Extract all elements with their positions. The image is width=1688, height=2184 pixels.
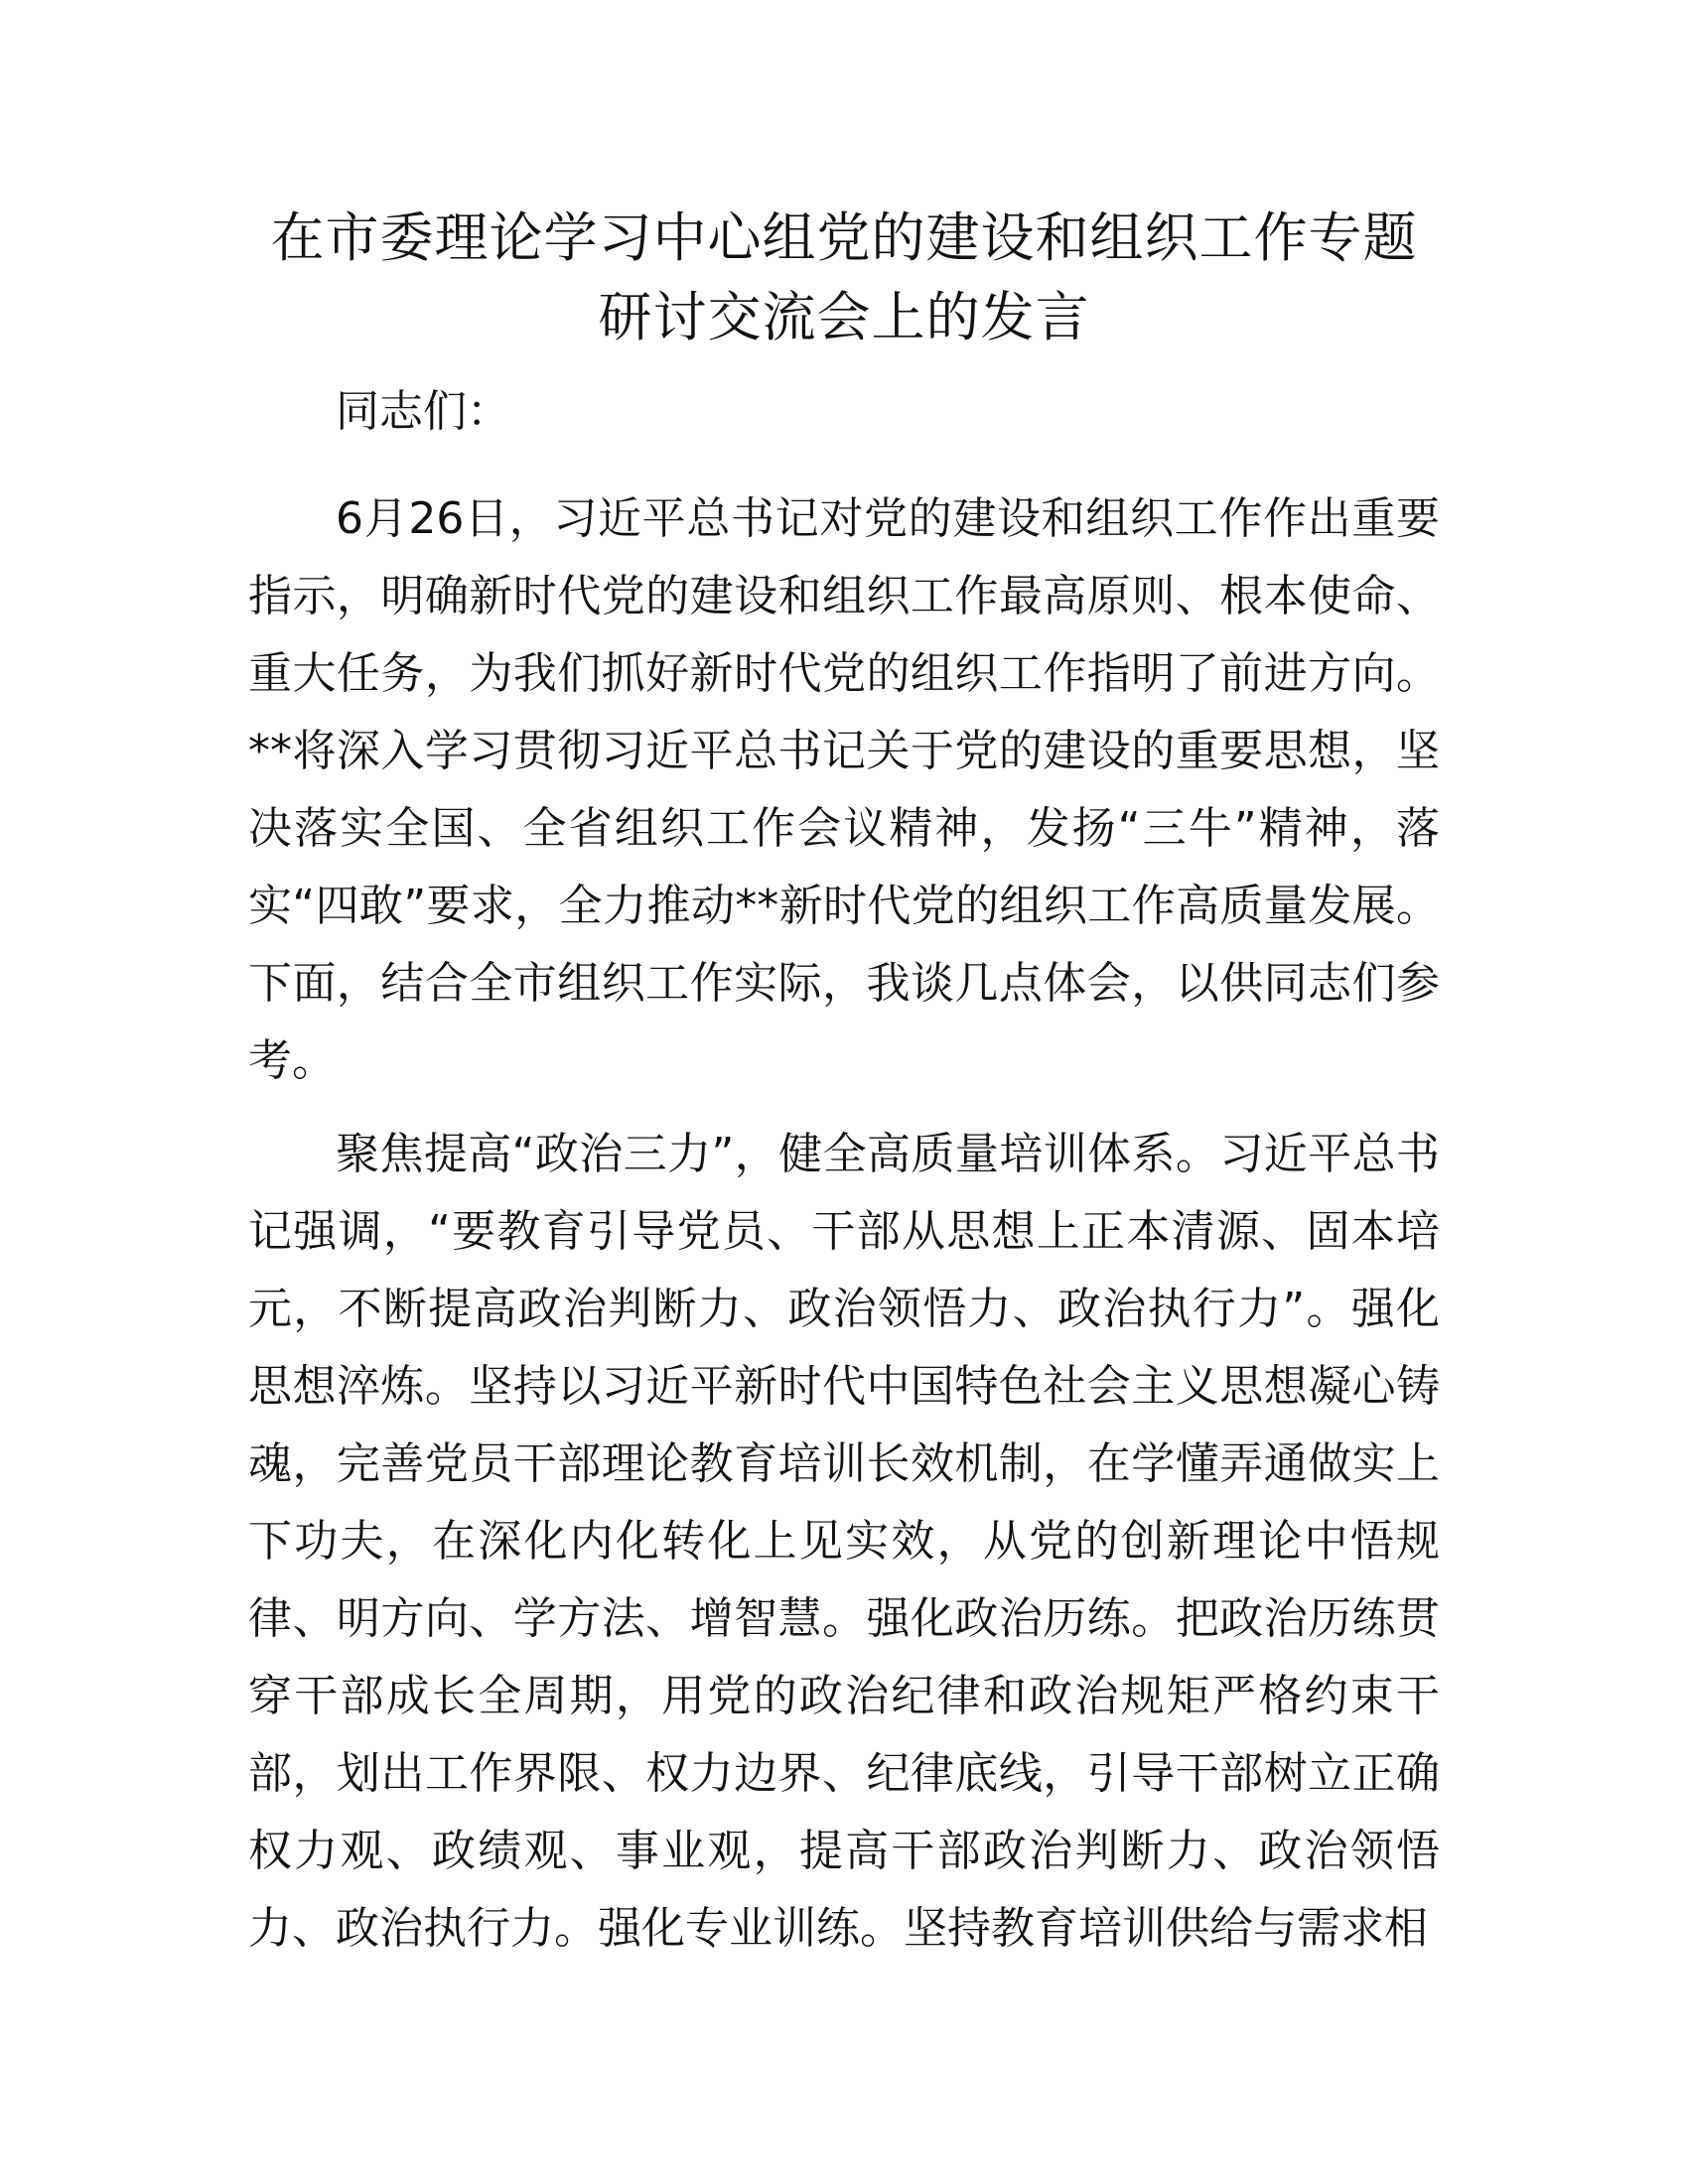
document-title: 在市委理论学习中心组党的建设和组织工作专题研讨交流会上的发言 xyxy=(270,206,1418,348)
document-body xyxy=(248,199,1440,1968)
paragraph-2: 聚焦提高“政治三力”，健全高质量培训体系。习近平总书记强调，“要教育引导党员、干部从思想上正本清源、固本培元，不断提高政治判断力、政治领悟力、政治执行力”。强化思想淬炼。坚持以习近平新时代中国特色社会主义思想凝心铸魂，完善党员干部理论教育培训长效机制，在学懂弄通做实上下功夫，在深化内化转化上见实效，从党的创新理论中悟规律、明方向、学方法、增智慧。强化政治历练。把政治历练贯穿干部成长全周期，用党的政治纪律和政治规矩严格约束干部，划出工作界限、权力边界、纪律底线，引导干部树立正确权力观、政绩观、事业观，提高干部政治判断力、政治领悟力、政治执行力。强化专业训练。坚持教育培训供给与需求相 xyxy=(248,1129,1440,1954)
greeting: 同志们： xyxy=(336,386,510,437)
paragraph-1: 6月26日，习近平总书记对党的建设和组织工作作出重要指示，明确新时代党的建设和组织工作最高原则、根本使命、重大任务，为我们抓好新时代党的组织工作指明了前进方向。**将深入学习贯彻习近平总书记关于党的建设的重要思想，坚决落实全国、全省组织工作会议精神，发扬“三牛”精神，落实“四敢”要求，全力推动**新时代党的组织工作高质量发展。下面，结合全市组织工作实际，我谈几点体会，以供同志们参考。 xyxy=(248,493,1440,1086)
